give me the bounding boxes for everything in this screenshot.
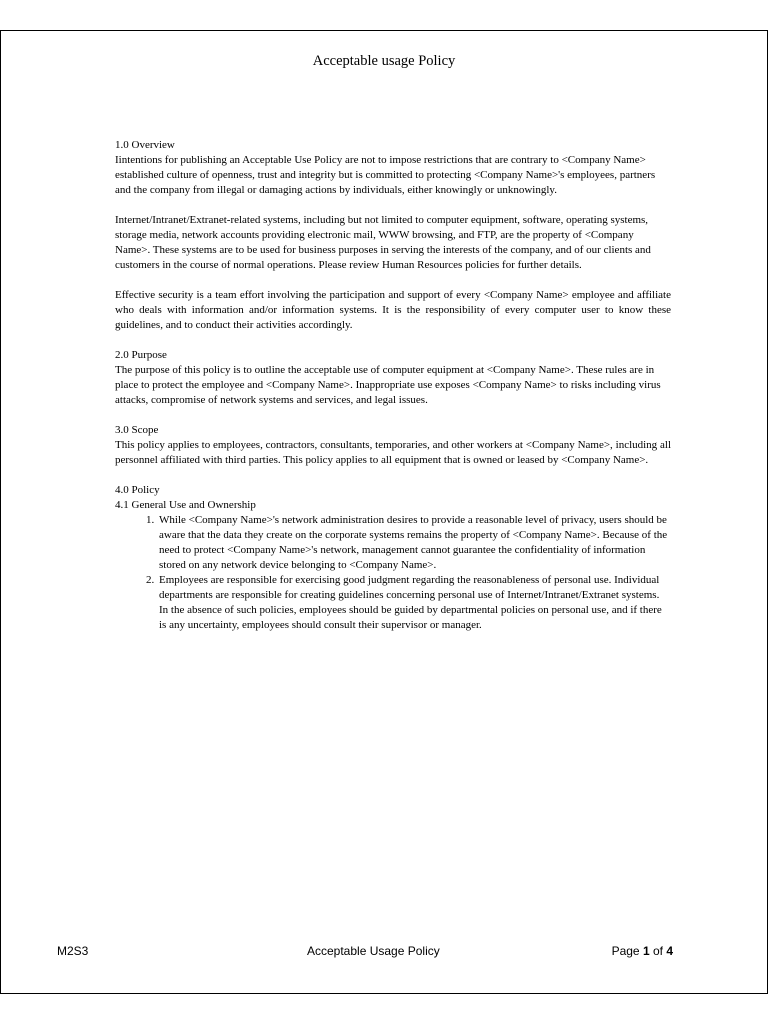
section-overview xyxy=(115,138,671,198)
footer-title: Acceptable Usage Policy xyxy=(307,944,440,958)
page-total: 4 xyxy=(666,944,673,958)
section-heading: 4.0 Policy xyxy=(115,484,160,496)
section-overview-continued xyxy=(115,288,671,333)
section-scope xyxy=(115,423,671,468)
footer-code: M2S3 xyxy=(57,944,89,958)
overview-paragraph-2: Internet/Intranet/Extranet-related systems, including but not limited to computer equipment, software, operating systems, storage media, network accounts providing electronic mail, WWW browsing, and FTP, are the property of <Company Name>. These systems are to be used for business purposes in serving the interests of the company, and of our clients and customers in the course of normal operations. Please review Human Resources policies for further details. xyxy=(115,214,651,271)
page-footer xyxy=(57,944,673,960)
page-prefix: Page xyxy=(611,944,643,958)
page-of: of xyxy=(649,944,667,958)
overview-paragraph-3: Effective security is a team effort involving the participation and support of every <Company Name> employee and affiliate who deals with information and/or information systems. It is the responsibility of every computer user to know these guidelines, and to conduct their activities accordingly. xyxy=(115,289,671,331)
list-item: 2. Employees are responsible for exercising good judgment regarding the reasonableness of personal use. Individual departments are responsible for creating guidelines concerning personal use of Internet/Intranet/Extranet systems. In the absence of such policies, employees should be guided by departmental policies on personal use, and if there is any uncertainty, employees should consult their supervisor or manager. xyxy=(157,573,671,633)
overview-paragraph-1: Iintentions for publishing an Acceptable Use Policy are not to impose restrictions that are contrary to <Company Name> established culture of openness, trust and integrity but is committed to protecting <Company Name>'s employees, partners and the company from illegal or damaging actions by individuals, either knowingly or unknowingly. xyxy=(115,154,656,196)
section-purpose xyxy=(115,348,671,408)
section-overview-continued xyxy=(115,213,671,273)
policy-list xyxy=(115,513,671,633)
subsection-heading: 4.1 General Use and Ownership xyxy=(115,499,256,511)
section-policy xyxy=(115,483,671,633)
document-body xyxy=(115,138,671,633)
section-heading: 2.0 Purpose xyxy=(115,349,167,361)
page-current: 1 xyxy=(642,944,650,958)
purpose-paragraph: The purpose of this policy is to outline the acceptable use of computer equipment at <Company Name>. These rules are in place to protect the employee and <Company Name>. Inappropriate use exposes <Company Name> to risks including virus attacks, compromise of network systems and services, and legal issues. xyxy=(115,364,661,406)
section-heading: 1.0 Overview xyxy=(115,139,175,151)
document-page xyxy=(0,30,768,994)
scope-paragraph: This policy applies to employees, contractors, consultants, temporaries, and other workers at <Company Name>, including all personnel affiliated with third parties. This policy applies to all equipment that is owned or leased by <Company Name>. xyxy=(115,439,671,466)
section-heading: 3.0 Scope xyxy=(115,424,159,436)
page-number xyxy=(612,944,673,958)
document-title: Acceptable usage Policy xyxy=(312,53,456,69)
list-item: 1. While <Company Name>'s network administration desires to provide a reasonable level of privacy, users should be aware that the data they create on the corporate systems remains the property of <Company Name>. Because of the need to protect <Company Name>'s network, management cannot guarantee the confidentiality of information stored on any network device belonging to <Company Name>. xyxy=(157,513,671,573)
